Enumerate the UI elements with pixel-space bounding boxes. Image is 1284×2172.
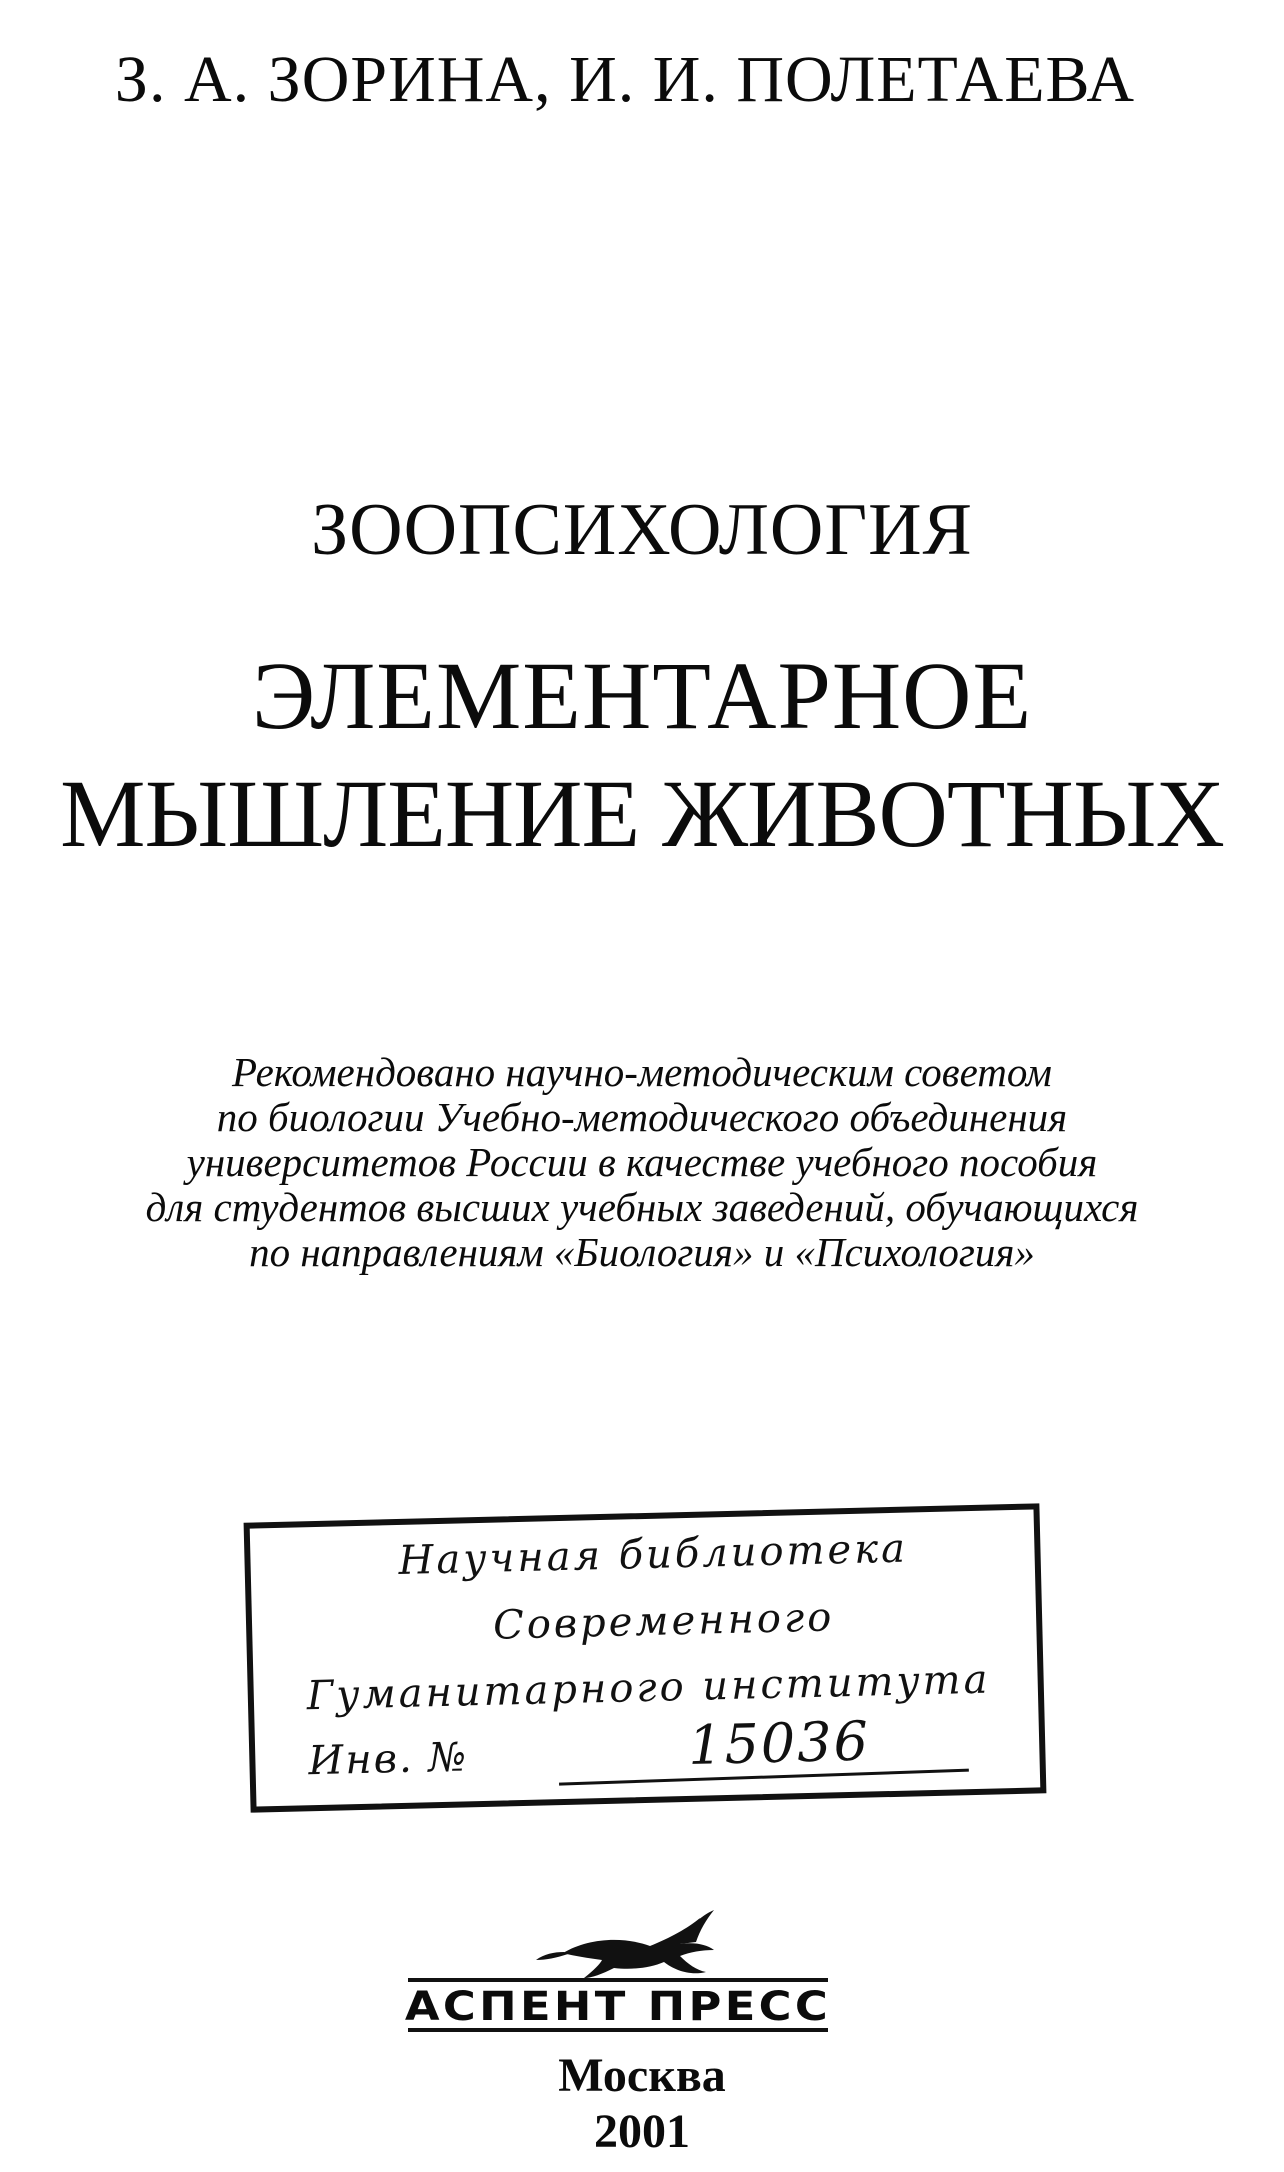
publication-year: 2001 (594, 2105, 690, 2158)
library-stamp (243, 1502, 1048, 1813)
recommendation-note (0, 1050, 1284, 1275)
book-title-line-2: МЫШЛЕНИЕ ЖИВОТНЫХ (60, 760, 1224, 867)
publisher-name: АСПЕНТ ПРЕСС (404, 1984, 832, 2030)
inventory-label: Инв. № (307, 1734, 469, 1785)
stamp-line-3: Гуманитарного института (306, 1656, 991, 1720)
recommendation-line: университетов России в качестве учебного пособия (186, 1139, 1098, 1185)
book-authors: З. А. ЗОРИНА, И. И. ПОЛЕТАЕВА (114, 43, 1136, 116)
publication-city: Москва (558, 2049, 726, 2102)
recommendation-line: по биологии Учебно-методического объединения (216, 1094, 1068, 1140)
book-title-line-1: ЭЛЕМЕНТАРНОЕ (251, 642, 1033, 749)
series-title: ЗООПСИХОЛОГИЯ (311, 489, 973, 571)
stamp-line-1: Научная библиотека (397, 1525, 909, 1584)
recommendation-line: Рекомендовано научно-методическим советом (232, 1049, 1052, 1095)
inventory-number: 15036 (687, 1709, 871, 1777)
stamp-line-2: Современного (492, 1594, 835, 1649)
recommendation-line: для студентов высших учебных заведений, обучающихся (145, 1184, 1139, 1230)
recommendation-line: по направлениям «Биология» и «Психология» (249, 1229, 1035, 1275)
